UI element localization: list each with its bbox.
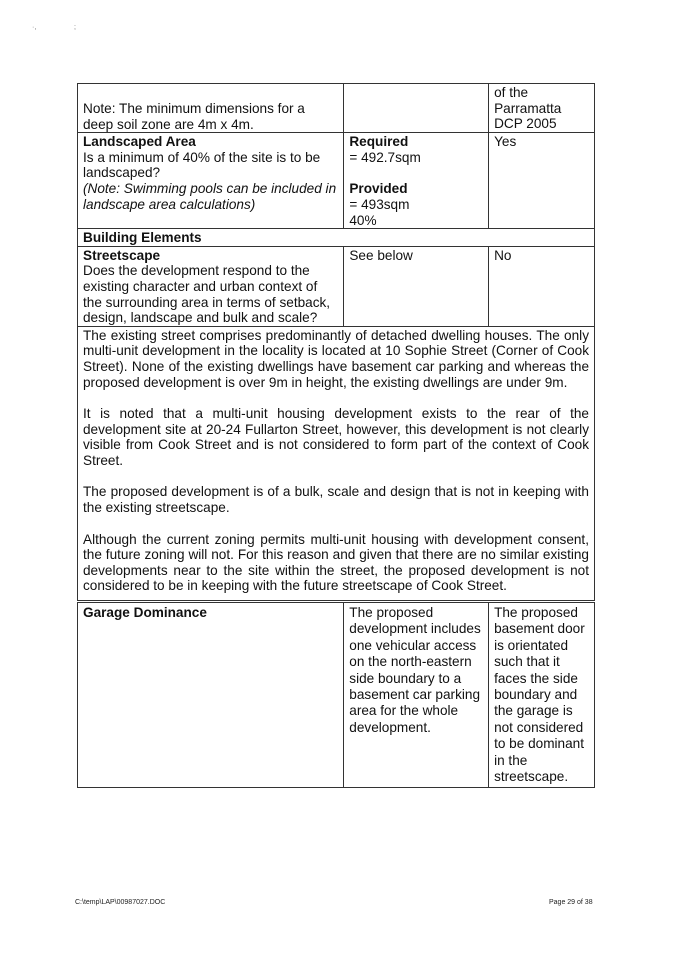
footer-file-path: C:\temp\LAP\00987027.DOC xyxy=(75,899,166,906)
compliance-table-1 xyxy=(77,83,595,601)
provided-label: Provided xyxy=(349,181,408,197)
streetscape-compliance: No xyxy=(489,246,595,326)
section-heading: Building Elements xyxy=(78,229,595,247)
table-row xyxy=(78,326,595,600)
deep-soil-proposal xyxy=(344,84,489,133)
table-row xyxy=(78,603,595,788)
streetscape-discussion xyxy=(78,326,595,600)
landscaped-area-note: (Note: Swimming pools can be included in landscape area calculations) xyxy=(83,180,337,212)
streetscape-cell xyxy=(78,246,344,326)
streetscape-title: Streetscape xyxy=(83,247,161,263)
landscaped-area-question: Is a minimum of 40% of the site is to be landscaped? xyxy=(83,149,321,181)
garage-dominance-proposal: The proposed development includes one vehicular access on the north-eastern side boundary to a basement car parking area for the whole development. xyxy=(344,603,489,788)
garage-dominance-compliance: The proposed basement door is orientated such that it faces the side boundary and the garage is not considered to be dominant in the streetscape. xyxy=(489,603,595,788)
discussion-paragraph: It is noted that a multi-unit housing development exists to the rear of the development site at 20-24 Fullarton Street, however, this development is not clearly visible from Cook Street and is not considered to form part of the context of Cook Street. xyxy=(83,406,589,468)
table-row xyxy=(78,133,595,229)
required-label: Required xyxy=(349,134,409,150)
table-row xyxy=(78,229,595,247)
discussion-paragraph: The proposed development is of a bulk, scale and design that is not in keeping with the existing streetscape. xyxy=(83,484,589,516)
discussion-paragraph: The existing street comprises predominantly of detached dwelling houses. The only multi-unit development in the locality is located at 10 Sophie Street (Corner of Cook Street). None of the existing dwellings have basement car parking and whereas the proposed development is over 9m in height, the existing dwellings are under 9m. xyxy=(83,327,589,390)
streetscape-question: Does the development respond to the existing character and urban context of the surrounding area in terms of setback, design, landscape and bulk and scale? xyxy=(83,263,331,326)
landscaped-area-cell xyxy=(78,133,344,229)
table-row xyxy=(78,84,595,133)
required-value: = 492.7sqm xyxy=(349,149,421,165)
corner-mark-left: ·, xyxy=(32,24,37,31)
garage-dominance-title: Garage Dominance xyxy=(78,603,344,788)
footer-page-number: Page 29 of 38 xyxy=(549,899,593,906)
compliance-table-2 xyxy=(77,602,595,788)
table-row xyxy=(78,246,595,326)
provided-percent: 40% xyxy=(349,212,377,228)
landscaped-area-proposal xyxy=(344,133,489,229)
provided-value: = 493sqm xyxy=(349,196,410,212)
corner-mark-right: ; xyxy=(74,24,76,31)
streetscape-proposal: See below xyxy=(344,246,489,326)
discussion-paragraph: Although the current zoning permits multi-unit housing with development consent, the future zoning will not. For this reason and given that there are no similar existing developments near to the site within the street, the proposed development is not considered to be in keeping with the future streetscape of Cook Street. xyxy=(83,531,589,594)
landscaped-area-compliance: Yes xyxy=(489,133,595,229)
landscaped-area-title: Landscaped Area xyxy=(83,134,196,150)
deep-soil-note: Note: The minimum dimensions for a deep soil zone are 4m x 4m. xyxy=(78,84,344,133)
deep-soil-compliance: of the Parramatta DCP 2005 xyxy=(489,84,595,133)
